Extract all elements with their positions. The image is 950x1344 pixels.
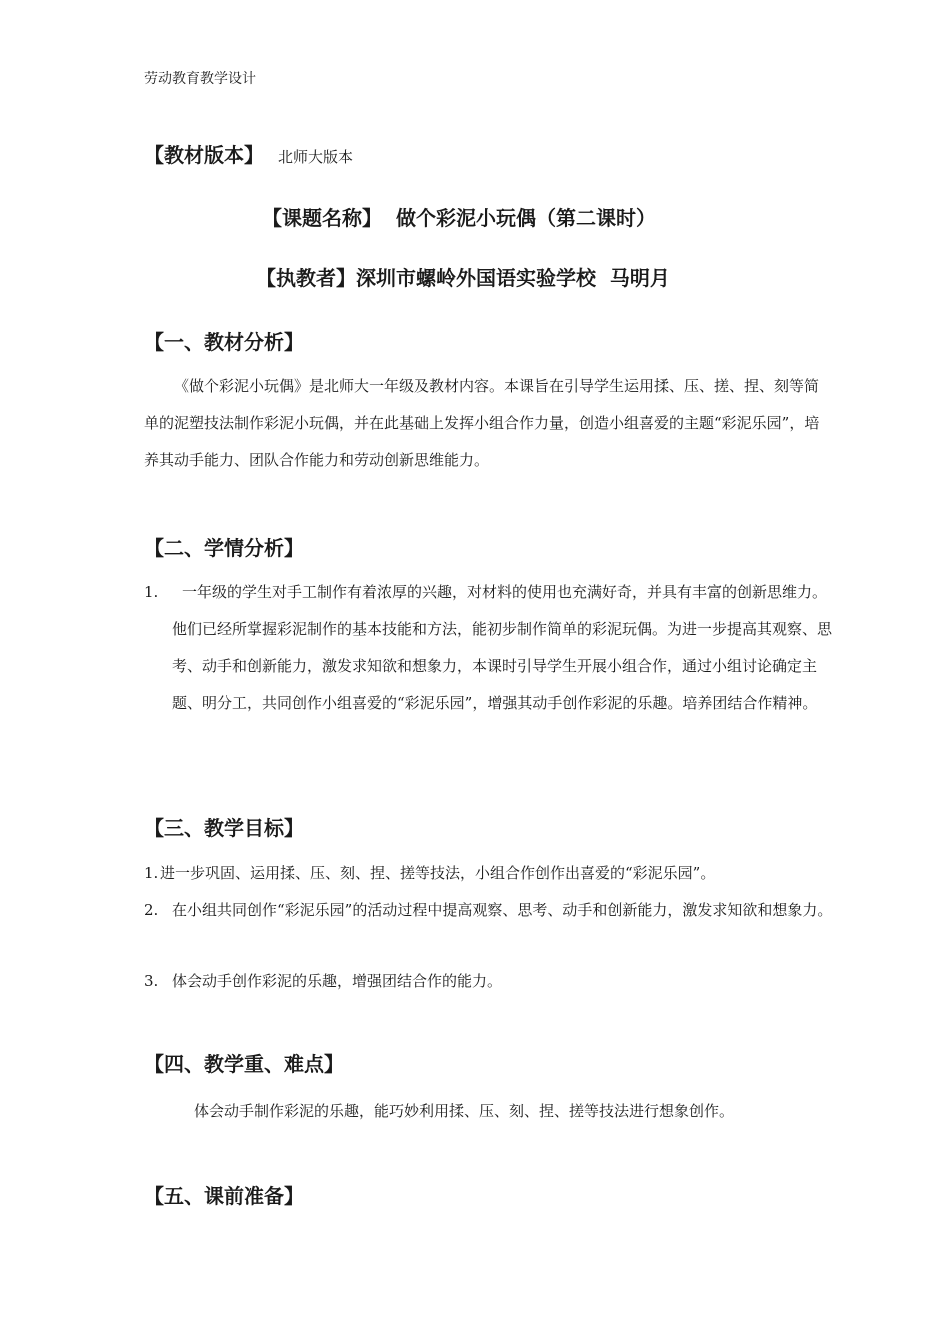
section-heading-key-points: 【四、教学重、难点】: [144, 1052, 344, 1076]
lesson-title-line: [262, 202, 656, 231]
list-item-number: 3.: [144, 972, 159, 990]
list-item: [144, 574, 834, 722]
lesson-title-label: 【课题名称】: [262, 206, 382, 230]
list-item: [144, 892, 834, 929]
lesson-title-value: 做个彩泥小玩偶（第二课时）: [396, 206, 656, 230]
teacher-label: 【执教者】: [256, 266, 356, 290]
list-item-text: 进一步巩固、运用揉、压、刻、捏、搓等技法，小组合作创作出喜爱的“彩泥乐园”。: [160, 864, 716, 882]
list-item-text: 在小组共同创作“彩泥乐园”的活动过程中提高观察、思考、动手和创新能力，激发求知欲和想象力。: [172, 901, 833, 919]
list-item-number: 1.: [144, 864, 159, 882]
list-item-text: 体会动手创作彩泥的乐趣，增强团结合作的能力。: [172, 972, 503, 990]
textbook-analysis-paragraph: 《做个彩泥小玩偶》是北师大一年级及教材内容。本课旨在引导学生运用揉、压、搓、捏、刻等简单的泥塑技法制作彩泥小玩偶，并在此基础上发挥小组合作力量，创造小组喜爱的主题“彩泥乐园”，培养其动手能力、团队合作能力和劳动创新思维能力。: [144, 377, 820, 469]
list-item-text: 一年级的学生对手工制作有着浓厚的兴趣，对材料的使用也充满好奇，并具有丰富的创新思维力。他们已经所掌握彩泥制作的基本技能和方法，能初步制作简单的彩泥玩偶。为进一步提高其观察、思考、动手和创新能力，激发求知欲和想象力，本课时引导学生开展小组合作，通过小组讨论确定主题、明分工，共同创作小组喜爱的“彩泥乐园”，增强其动手创作彩泥的乐趣。培养团结合作精神。: [172, 583, 833, 712]
list-item: [144, 963, 834, 1000]
section-heading-student-analysis: 【二、学情分析】: [144, 536, 304, 560]
list-item: [144, 855, 834, 892]
edition-label: 【教材版本】: [144, 143, 264, 167]
teacher-line: [256, 262, 670, 291]
page-header: 劳动教育教学设计: [144, 71, 256, 87]
key-points-paragraph: 体会动手制作彩泥的乐趣，能巧妙利用揉、压、刻、捏、搓等技法进行想象创作。: [194, 1102, 735, 1120]
section-heading-preparation: 【五、课前准备】: [144, 1184, 304, 1208]
list-item-number: 1.: [144, 583, 159, 601]
edition-value: 北师大版本: [278, 148, 354, 166]
section-heading-teaching-goals: 【三、教学目标】: [144, 816, 304, 840]
edition-line: [144, 139, 353, 168]
section-heading-textbook-analysis: 【一、教材分析】: [144, 330, 304, 354]
teacher-value: 深圳市螺岭外国语实验学校 马明月: [356, 266, 670, 290]
list-item-number: 2.: [144, 901, 159, 919]
